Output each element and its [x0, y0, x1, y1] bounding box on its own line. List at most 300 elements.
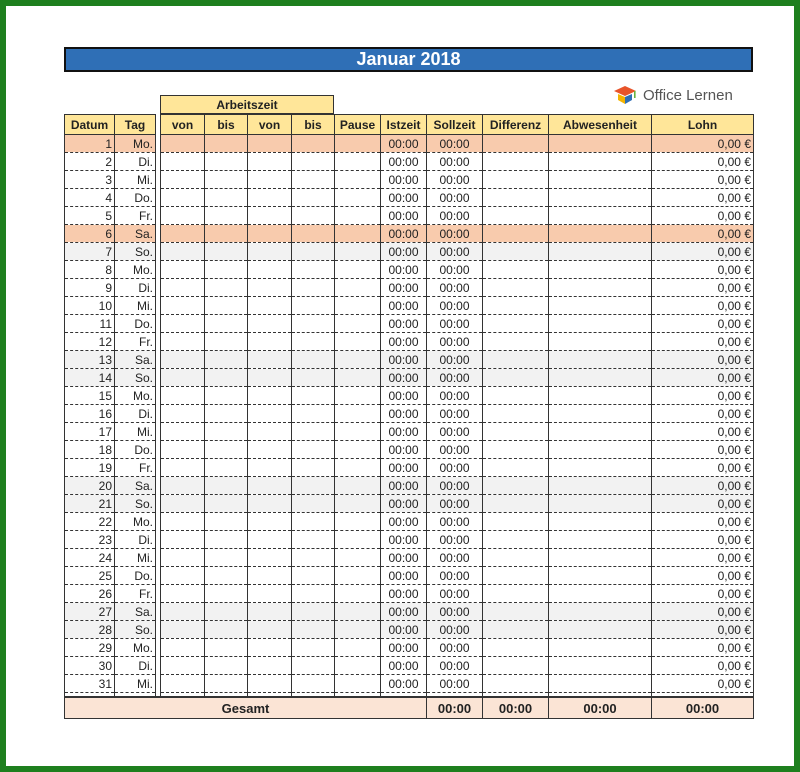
von-2-input[interactable]	[248, 333, 292, 351]
von-1-input[interactable]	[161, 369, 205, 387]
von-2-input[interactable]	[248, 207, 292, 225]
abwesenheit-input[interactable]	[549, 315, 652, 333]
sollzeit-cell: 00:00	[427, 351, 483, 369]
lohn-cell: 0,00 €	[652, 333, 754, 351]
weekday-cell: Sa.	[115, 351, 156, 369]
abwesenheit-input[interactable]	[549, 261, 652, 279]
von-1-input[interactable]	[161, 441, 205, 459]
bis-1-input[interactable]	[205, 207, 248, 225]
bis-1-input[interactable]	[205, 621, 248, 639]
bis-2-input[interactable]	[292, 495, 335, 513]
von-1-input[interactable]	[161, 423, 205, 441]
abwesenheit-input[interactable]	[549, 639, 652, 657]
von-1-input[interactable]	[161, 333, 205, 351]
abwesenheit-input[interactable]	[549, 585, 652, 603]
table-row	[65, 171, 754, 189]
lohn-cell: 0,00 €	[652, 459, 754, 477]
von-2-input[interactable]	[248, 675, 292, 693]
bis-1-input[interactable]	[205, 495, 248, 513]
table-row	[65, 495, 754, 513]
abwesenheit-input[interactable]	[549, 531, 652, 549]
von-1-input[interactable]	[161, 585, 205, 603]
day-number-cell: 27	[65, 603, 115, 621]
differenz-cell	[483, 585, 549, 603]
von-1-input[interactable]	[161, 189, 205, 207]
von-2-input[interactable]	[248, 567, 292, 585]
sollzeit-cell: 00:00	[427, 153, 483, 171]
pause-input[interactable]	[335, 243, 381, 261]
bis-2-input[interactable]	[292, 333, 335, 351]
abwesenheit-input[interactable]	[549, 243, 652, 261]
abwesenheit-input[interactable]	[549, 369, 652, 387]
weekday-cell: Fr.	[115, 207, 156, 225]
von-1-input[interactable]	[161, 621, 205, 639]
lohn-cell: 0,00 €	[652, 423, 754, 441]
differenz-cell	[483, 639, 549, 657]
bis-1-input[interactable]	[205, 567, 248, 585]
von-2-input[interactable]	[248, 351, 292, 369]
pause-input[interactable]	[335, 675, 381, 693]
von-1-input[interactable]	[161, 261, 205, 279]
pause-input[interactable]	[335, 495, 381, 513]
abwesenheit-input[interactable]	[549, 225, 652, 243]
abwesenheit-input[interactable]	[549, 423, 652, 441]
pause-input[interactable]	[335, 135, 381, 153]
differenz-cell	[483, 153, 549, 171]
col-header-von-1: von	[161, 115, 205, 135]
bis-2-input[interactable]	[292, 531, 335, 549]
weekday-cell: Mi.	[115, 297, 156, 315]
weekday-cell: Di.	[115, 531, 156, 549]
logo-text: Office Lernen	[643, 86, 733, 104]
differenz-cell	[483, 297, 549, 315]
table-row	[65, 513, 754, 531]
pause-input[interactable]	[335, 279, 381, 297]
istzeit-cell: 00:00	[381, 549, 427, 567]
von-1-input[interactable]	[161, 279, 205, 297]
day-number-cell: 31	[65, 675, 115, 693]
von-1-input[interactable]	[161, 513, 205, 531]
bis-2-input[interactable]	[292, 171, 335, 189]
bis-2-input[interactable]	[292, 621, 335, 639]
istzeit-cell: 00:00	[381, 351, 427, 369]
sollzeit-cell: 00:00	[427, 261, 483, 279]
sollzeit-cell: 00:00	[427, 207, 483, 225]
day-number-cell: 1	[65, 135, 115, 153]
istzeit-cell: 00:00	[381, 405, 427, 423]
bis-2-input[interactable]	[292, 459, 335, 477]
abwesenheit-input[interactable]	[549, 477, 652, 495]
bis-2-input[interactable]	[292, 513, 335, 531]
pause-input[interactable]	[335, 153, 381, 171]
von-2-input[interactable]	[248, 495, 292, 513]
lohn-cell: 0,00 €	[652, 279, 754, 297]
istzeit-cell: 00:00	[381, 531, 427, 549]
weekday-cell: Mo.	[115, 639, 156, 657]
bis-1-input[interactable]	[205, 153, 248, 171]
differenz-cell	[483, 171, 549, 189]
von-1-input[interactable]	[161, 657, 205, 675]
weekday-cell: Di.	[115, 657, 156, 675]
von-1-input[interactable]	[161, 405, 205, 423]
sollzeit-cell: 00:00	[427, 531, 483, 549]
pause-input[interactable]	[335, 657, 381, 675]
bis-2-input[interactable]	[292, 243, 335, 261]
sollzeit-cell: 00:00	[427, 441, 483, 459]
col-header-istzeit: Istzeit	[381, 115, 427, 135]
differenz-cell	[483, 549, 549, 567]
istzeit-cell: 00:00	[381, 567, 427, 585]
von-1-input[interactable]	[161, 243, 205, 261]
day-number-cell: 11	[65, 315, 115, 333]
table-row	[65, 477, 754, 495]
von-1-input[interactable]	[161, 135, 205, 153]
bis-1-input[interactable]	[205, 639, 248, 657]
differenz-cell	[483, 387, 549, 405]
von-2-input[interactable]	[248, 225, 292, 243]
table-row	[65, 243, 754, 261]
von-2-input[interactable]	[248, 477, 292, 495]
abwesenheit-input[interactable]	[549, 459, 652, 477]
bis-1-input[interactable]	[205, 603, 248, 621]
bis-1-input[interactable]	[205, 135, 248, 153]
abwesenheit-input[interactable]	[549, 567, 652, 585]
von-2-input[interactable]	[248, 171, 292, 189]
bis-2-input[interactable]	[292, 549, 335, 567]
pause-input[interactable]	[335, 423, 381, 441]
differenz-cell	[483, 441, 549, 459]
bis-2-input[interactable]	[292, 603, 335, 621]
bis-2-input[interactable]	[292, 387, 335, 405]
von-1-input[interactable]	[161, 567, 205, 585]
weekday-cell: Di.	[115, 153, 156, 171]
pause-input[interactable]	[335, 297, 381, 315]
abwesenheit-input[interactable]	[549, 549, 652, 567]
day-number-cell: 26	[65, 585, 115, 603]
abwesenheit-input[interactable]	[549, 135, 652, 153]
lohn-cell: 0,00 €	[652, 369, 754, 387]
von-2-input[interactable]	[248, 621, 292, 639]
abwesenheit-input[interactable]	[549, 513, 652, 531]
differenz-cell	[483, 513, 549, 531]
differenz-cell	[483, 603, 549, 621]
abwesenheit-input[interactable]	[549, 675, 652, 693]
bis-1-input[interactable]	[205, 513, 248, 531]
abwesenheit-input[interactable]	[549, 657, 652, 675]
bis-2-input[interactable]	[292, 675, 335, 693]
weekday-cell: Sa.	[115, 477, 156, 495]
pause-input[interactable]	[335, 315, 381, 333]
lohn-cell: 0,00 €	[652, 243, 754, 261]
von-2-input[interactable]	[248, 243, 292, 261]
von-1-input[interactable]	[161, 351, 205, 369]
time-sheet-table	[64, 114, 754, 719]
von-2-input[interactable]	[248, 549, 292, 567]
lohn-cell: 0,00 €	[652, 603, 754, 621]
istzeit-cell: 00:00	[381, 315, 427, 333]
day-number-cell: 20	[65, 477, 115, 495]
von-2-input[interactable]	[248, 513, 292, 531]
bis-2-input[interactable]	[292, 657, 335, 675]
abwesenheit-input[interactable]	[549, 279, 652, 297]
weekday-cell: Mi.	[115, 675, 156, 693]
day-number-cell: 25	[65, 567, 115, 585]
pause-input[interactable]	[335, 441, 381, 459]
pause-input[interactable]	[335, 351, 381, 369]
weekday-cell: So.	[115, 243, 156, 261]
table-row	[65, 423, 754, 441]
bis-1-input[interactable]	[205, 459, 248, 477]
abwesenheit-input[interactable]	[549, 171, 652, 189]
bis-1-input[interactable]	[205, 171, 248, 189]
von-2-input[interactable]	[248, 459, 292, 477]
istzeit-cell: 00:00	[381, 243, 427, 261]
lohn-cell: 0,00 €	[652, 135, 754, 153]
bis-1-input[interactable]	[205, 549, 248, 567]
von-2-input[interactable]	[248, 261, 292, 279]
von-2-input[interactable]	[248, 279, 292, 297]
istzeit-cell: 00:00	[381, 153, 427, 171]
sollzeit-cell: 00:00	[427, 297, 483, 315]
abwesenheit-input[interactable]	[549, 153, 652, 171]
abwesenheit-input[interactable]	[549, 441, 652, 459]
istzeit-cell: 00:00	[381, 657, 427, 675]
pause-input[interactable]	[335, 369, 381, 387]
von-1-input[interactable]	[161, 477, 205, 495]
sollzeit-cell: 00:00	[427, 333, 483, 351]
istzeit-cell: 00:00	[381, 585, 427, 603]
von-2-input[interactable]	[248, 441, 292, 459]
bis-2-input[interactable]	[292, 315, 335, 333]
von-1-input[interactable]	[161, 153, 205, 171]
differenz-cell	[483, 135, 549, 153]
differenz-cell	[483, 621, 549, 639]
day-number-cell: 9	[65, 279, 115, 297]
bis-1-input[interactable]	[205, 369, 248, 387]
sollzeit-cell: 00:00	[427, 423, 483, 441]
total-istzeit: 00:00	[427, 697, 483, 719]
pause-input[interactable]	[335, 405, 381, 423]
abwesenheit-input[interactable]	[549, 387, 652, 405]
von-2-input[interactable]	[248, 639, 292, 657]
von-2-input[interactable]	[248, 531, 292, 549]
istzeit-cell: 00:00	[381, 459, 427, 477]
bis-2-input[interactable]	[292, 261, 335, 279]
bis-1-input[interactable]	[205, 423, 248, 441]
pause-input[interactable]	[335, 513, 381, 531]
pause-input[interactable]	[335, 621, 381, 639]
bis-2-input[interactable]	[292, 405, 335, 423]
lohn-cell: 0,00 €	[652, 477, 754, 495]
pause-input[interactable]	[335, 261, 381, 279]
bis-1-input[interactable]	[205, 243, 248, 261]
lohn-cell: 0,00 €	[652, 405, 754, 423]
von-2-input[interactable]	[248, 585, 292, 603]
pause-input[interactable]	[335, 477, 381, 495]
abwesenheit-input[interactable]	[549, 207, 652, 225]
bis-1-input[interactable]	[205, 279, 248, 297]
pause-input[interactable]	[335, 333, 381, 351]
weekday-cell: So.	[115, 495, 156, 513]
table-row	[65, 459, 754, 477]
bis-1-input[interactable]	[205, 441, 248, 459]
bis-1-input[interactable]	[205, 387, 248, 405]
von-2-input[interactable]	[248, 657, 292, 675]
differenz-cell	[483, 207, 549, 225]
istzeit-cell: 00:00	[381, 189, 427, 207]
table-row	[65, 135, 754, 153]
bis-2-input[interactable]	[292, 441, 335, 459]
von-1-input[interactable]	[161, 639, 205, 657]
abwesenheit-input[interactable]	[549, 495, 652, 513]
von-2-input[interactable]	[248, 369, 292, 387]
bis-2-input[interactable]	[292, 477, 335, 495]
bis-1-input[interactable]	[205, 297, 248, 315]
pause-input[interactable]	[335, 585, 381, 603]
differenz-cell	[483, 351, 549, 369]
abwesenheit-input[interactable]	[549, 621, 652, 639]
table-row	[65, 297, 754, 315]
bis-2-input[interactable]	[292, 225, 335, 243]
bis-2-input[interactable]	[292, 369, 335, 387]
pause-input[interactable]	[335, 531, 381, 549]
table-row	[65, 675, 754, 693]
total-label: Gesamt	[65, 697, 427, 719]
von-2-input[interactable]	[248, 423, 292, 441]
von-1-input[interactable]	[161, 171, 205, 189]
pause-input[interactable]	[335, 387, 381, 405]
von-1-input[interactable]	[161, 603, 205, 621]
weekday-cell: Do.	[115, 441, 156, 459]
von-1-input[interactable]	[161, 675, 205, 693]
col-header-bis-1: bis	[205, 115, 248, 135]
bis-1-input[interactable]	[205, 333, 248, 351]
von-2-input[interactable]	[248, 315, 292, 333]
sheet-title: Januar 2018	[64, 47, 753, 72]
graduation-cap-icon	[613, 85, 637, 105]
bis-1-input[interactable]	[205, 261, 248, 279]
von-2-input[interactable]	[248, 387, 292, 405]
lohn-cell: 0,00 €	[652, 315, 754, 333]
table-row	[65, 603, 754, 621]
day-number-cell: 18	[65, 441, 115, 459]
col-header-bis-2: bis	[292, 115, 335, 135]
weekday-cell: Sa.	[115, 225, 156, 243]
table-row	[65, 639, 754, 657]
sollzeit-cell: 00:00	[427, 387, 483, 405]
von-1-input[interactable]	[161, 495, 205, 513]
sollzeit-cell: 00:00	[427, 405, 483, 423]
differenz-cell	[483, 315, 549, 333]
bis-2-input[interactable]	[292, 135, 335, 153]
sollzeit-cell: 00:00	[427, 495, 483, 513]
von-2-input[interactable]	[248, 405, 292, 423]
bis-2-input[interactable]	[292, 207, 335, 225]
abwesenheit-input[interactable]	[549, 297, 652, 315]
bis-1-input[interactable]	[205, 315, 248, 333]
bis-2-input[interactable]	[292, 279, 335, 297]
day-number-cell: 5	[65, 207, 115, 225]
bis-1-input[interactable]	[205, 405, 248, 423]
differenz-cell	[483, 531, 549, 549]
pause-input[interactable]	[335, 549, 381, 567]
pause-input[interactable]	[335, 189, 381, 207]
bis-2-input[interactable]	[292, 567, 335, 585]
abwesenheit-input[interactable]	[549, 405, 652, 423]
von-2-input[interactable]	[248, 297, 292, 315]
pause-input[interactable]	[335, 603, 381, 621]
sollzeit-cell: 00:00	[427, 657, 483, 675]
abwesenheit-input[interactable]	[549, 189, 652, 207]
pause-input[interactable]	[335, 459, 381, 477]
bis-2-input[interactable]	[292, 189, 335, 207]
lohn-cell: 0,00 €	[652, 225, 754, 243]
differenz-cell	[483, 567, 549, 585]
day-number-cell: 16	[65, 405, 115, 423]
weekday-cell: Do.	[115, 315, 156, 333]
sollzeit-cell: 00:00	[427, 567, 483, 585]
istzeit-cell: 00:00	[381, 621, 427, 639]
von-2-input[interactable]	[248, 189, 292, 207]
sollzeit-cell: 00:00	[427, 189, 483, 207]
bis-2-input[interactable]	[292, 423, 335, 441]
bis-2-input[interactable]	[292, 351, 335, 369]
bis-1-input[interactable]	[205, 675, 248, 693]
differenz-cell	[483, 261, 549, 279]
von-1-input[interactable]	[161, 315, 205, 333]
bis-1-input[interactable]	[205, 477, 248, 495]
von-1-input[interactable]	[161, 531, 205, 549]
istzeit-cell: 00:00	[381, 495, 427, 513]
abwesenheit-input[interactable]	[549, 603, 652, 621]
lohn-cell: 0,00 €	[652, 207, 754, 225]
von-1-input[interactable]	[161, 297, 205, 315]
bis-1-input[interactable]	[205, 225, 248, 243]
von-1-input[interactable]	[161, 387, 205, 405]
pause-input[interactable]	[335, 171, 381, 189]
von-2-input[interactable]	[248, 153, 292, 171]
bis-2-input[interactable]	[292, 153, 335, 171]
table-row	[65, 531, 754, 549]
table-row	[65, 549, 754, 567]
total-sollzeit: 00:00	[483, 697, 549, 719]
bis-1-input[interactable]	[205, 189, 248, 207]
abwesenheit-input[interactable]	[549, 333, 652, 351]
von-2-input[interactable]	[248, 135, 292, 153]
von-1-input[interactable]	[161, 207, 205, 225]
bis-1-input[interactable]	[205, 531, 248, 549]
abwesenheit-input[interactable]	[549, 351, 652, 369]
column-header-row	[65, 115, 754, 135]
lohn-cell: 0,00 €	[652, 189, 754, 207]
von-1-input[interactable]	[161, 459, 205, 477]
bis-2-input[interactable]	[292, 639, 335, 657]
bis-2-input[interactable]	[292, 585, 335, 603]
bis-1-input[interactable]	[205, 657, 248, 675]
col-header-tag: Tag	[115, 115, 156, 135]
day-number-cell: 10	[65, 297, 115, 315]
bis-1-input[interactable]	[205, 351, 248, 369]
bis-2-input[interactable]	[292, 297, 335, 315]
von-1-input[interactable]	[161, 225, 205, 243]
pause-input[interactable]	[335, 225, 381, 243]
von-1-input[interactable]	[161, 549, 205, 567]
pause-input[interactable]	[335, 207, 381, 225]
bis-1-input[interactable]	[205, 585, 248, 603]
pause-input[interactable]	[335, 639, 381, 657]
pause-input[interactable]	[335, 567, 381, 585]
von-2-input[interactable]	[248, 603, 292, 621]
